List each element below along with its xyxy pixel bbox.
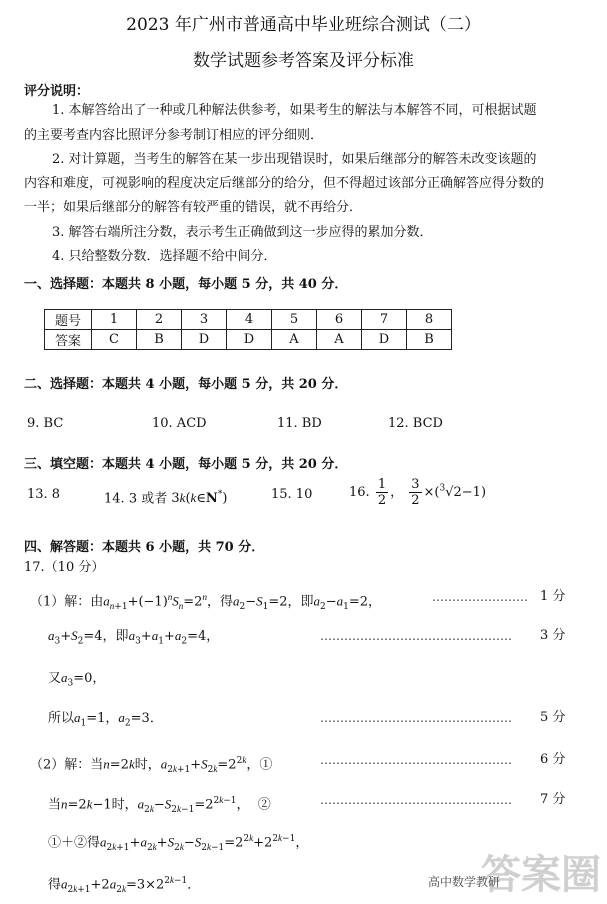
table-cell: 1 [92, 310, 137, 330]
note-2b: 内容和难度，可视影响的程度决定后继部分的给分，但不得超过该部分正确解答应得分数的 [24, 176, 545, 191]
score-6: 6 分 [540, 752, 566, 767]
answer-table [44, 309, 452, 350]
section2-heading: 二、选择题：本题共 4 小题，每小题 5 分，共 20 分． [24, 377, 348, 392]
answer-11: 11. BD [277, 416, 322, 431]
score-dots: ………………………………………… [320, 629, 512, 643]
note-2c: 一半；如果后继部分的解答有较严重的错误，就不再给分． [24, 200, 363, 215]
score-1: 1 分 [540, 589, 566, 604]
answer-13: 13. 8 [27, 487, 61, 502]
section1-heading: 一、选择题：本题共 8 小题，每小题 5 分，共 40 分． [24, 277, 348, 292]
table-cell: A [317, 330, 362, 350]
note-3: 3. 解答右端所注分数，表示考生正确做到这一步应得的累加分数． [52, 225, 433, 240]
score-dots: ………………………………………… [320, 711, 512, 725]
table-cell: 题号 [45, 310, 92, 330]
answer-9: 9. BC [27, 416, 64, 431]
table-cell: B [407, 330, 452, 350]
table-cell: 5 [272, 310, 317, 330]
solution-line-5: （2）解：当n=2k时，$a_{2k+1}+S_{2k}=2^{2k}$，① [30, 755, 273, 775]
answer-16-label: 16. [349, 485, 370, 500]
table-cell: C [92, 330, 137, 350]
section4-heading: 四、解答题：本题共 6 小题，共 70 分． [24, 540, 265, 555]
table-cell: B [137, 330, 182, 350]
doc-title: 2023 年广州市普通高中毕业班综合测试（二） [126, 15, 481, 35]
note-1a: 1. 本解答给出了一种或几种解法供参考，如果考生的解法与本解答不同，可根据试题 [52, 103, 537, 118]
table-cell: 8 [407, 310, 452, 330]
table-cell: 7 [362, 310, 407, 330]
answer-10: 10. ACD [152, 416, 207, 431]
answer-15: 15. 10 [271, 487, 313, 502]
solution-line-4: 所以$a_1=1$，$a_2=3$． [48, 710, 163, 729]
section3-heading: 三、填空题：本题共 4 小题，每小题 5 分，共 20 分． [24, 457, 348, 472]
table-cell: 6 [317, 310, 362, 330]
table-cell: 4 [227, 310, 272, 330]
solution-line-2: $a_3+S_2=4$，即$a_3+a_1+a_2=4$， [48, 628, 220, 647]
table-cell: D [182, 330, 227, 350]
solution-line-1: （1）解：由$a_{n+1}+(-1)^nS_n=2^n$，得$a_2-S_1=2$，即$a_2-a_1=2$， [30, 592, 382, 612]
table-row-numbers [45, 310, 452, 330]
watermark-logo: 答案圈 [481, 852, 601, 898]
note-2a: 2. 对计算题，当考生的解答在某一步出现错误时，如果后继部分的解答未改变该题的 [52, 152, 537, 167]
table-cell: D [362, 330, 407, 350]
score-3: 3 分 [540, 628, 566, 643]
doc-subtitle: 数学试题参考答案及评分标准 [193, 51, 414, 71]
table-cell: A [272, 330, 317, 350]
score-dots: ………………………………………… [320, 793, 512, 807]
note-4: 4. 只给整数分数．选择题不给中间分． [52, 249, 277, 264]
question-17: 17.（10 分） [24, 560, 105, 575]
watermark-caption: 高中数学教研 [428, 875, 501, 889]
answer-16: 16. $\frac{1}{2}$ ， $\frac{3}{2}$ ×($^3$√2−1) [349, 477, 487, 508]
note-1b: 的主要考查内容比照评分参考制订相应的评分细则． [24, 128, 324, 143]
table-cell: D [227, 330, 272, 350]
solution-line-7: ①＋②得$a_{2k+1}+a_{2k}+S_{2k}-S_{2k-1}=2^{2k}+2^{2k-1}$， [48, 833, 309, 853]
table-row-answers [45, 330, 452, 350]
score-dots: ………………………………………… [320, 753, 512, 767]
answer-14-label: 14. [104, 491, 125, 507]
table-cell: 答案 [45, 330, 92, 350]
answer-12: 12. BCD [388, 416, 443, 431]
score-7: 7 分 [540, 792, 566, 807]
answer-14: 14. 3 或者 3k(k∈N*) [104, 490, 228, 507]
table-cell: 3 [182, 310, 227, 330]
score-dots: …………………… [432, 590, 528, 604]
table-cell: 2 [137, 310, 182, 330]
solution-line-6: 当n=2k−1时，$a_{2k}-S_{2k-1}=2^{2k-1}$， ② [48, 795, 271, 815]
notes-heading: 评分说明： [24, 84, 90, 99]
score-5: 5 分 [540, 710, 566, 725]
solution-line-3: 又$a_3=0$， [48, 670, 106, 689]
solution-line-8: 得$a_{2k+1}+2a_{2k}=3\times 2^{2k-1}$． [48, 875, 201, 895]
answer-14-text: 3 或者 [128, 491, 168, 507]
